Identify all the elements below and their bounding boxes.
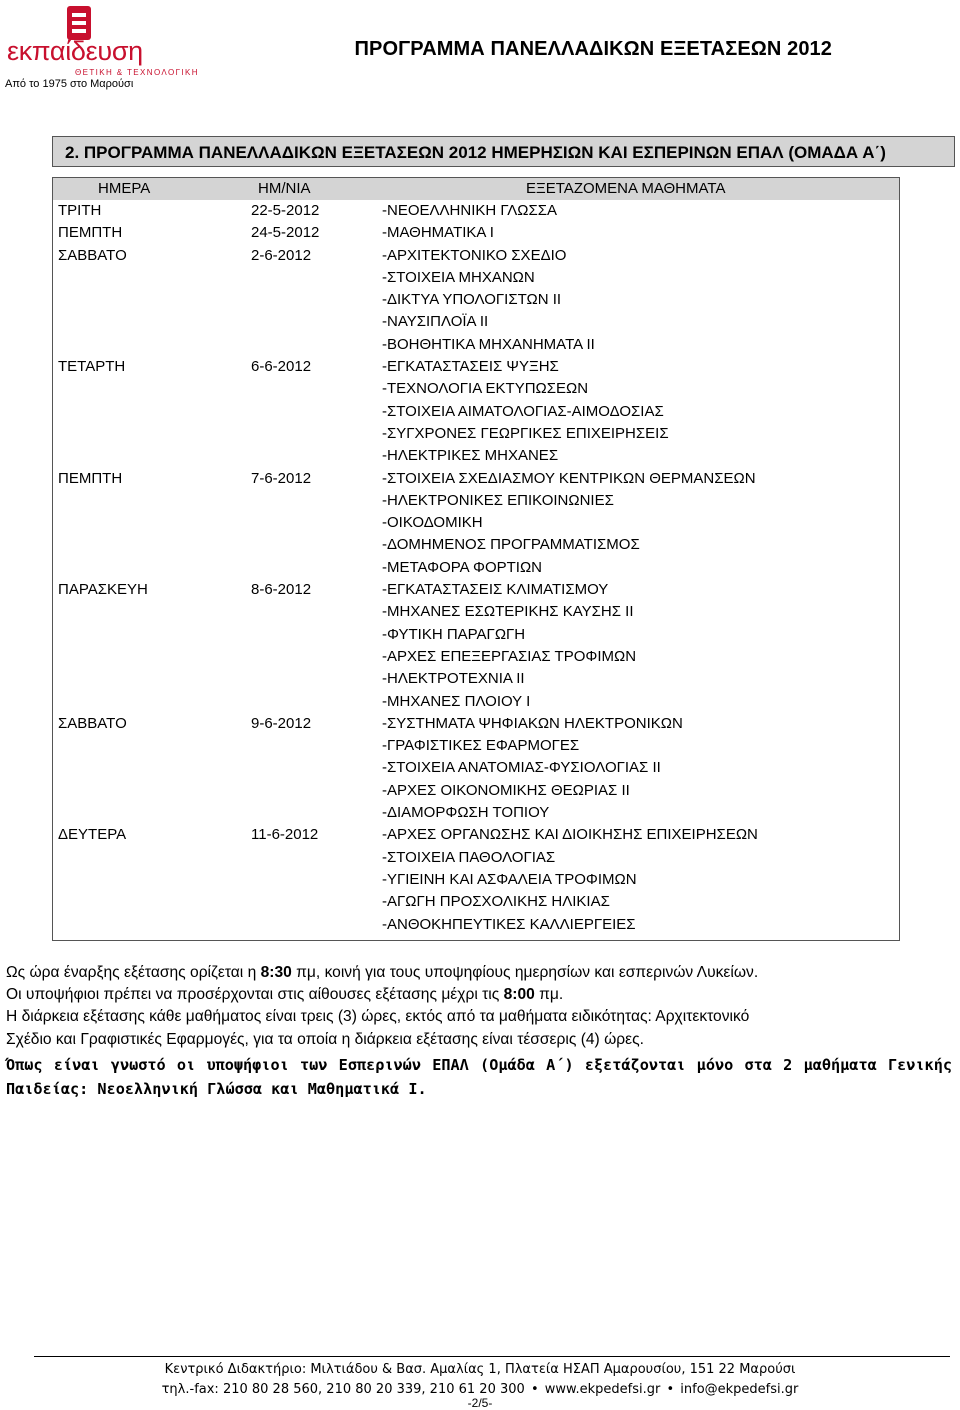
date-cell: 2-6-2012	[251, 246, 312, 264]
subject-cell: -ΣΤΟΙΧΕΙΑ ΜΗΧΑΝΩΝ	[382, 268, 535, 286]
date-cell: 8-6-2012	[251, 581, 312, 599]
table-row	[53, 289, 899, 311]
table-row	[53, 445, 899, 467]
note-start-time	[6, 962, 952, 984]
subject-cell: -ΔΙΚΤΥΑ ΥΠΟΛΟΓΙΣΤΩΝ ΙΙ	[382, 291, 562, 309]
subject-cell: -ΑΓΩΓΗ ΠΡΟΣΧΟΛΙΚΗΣ ΗΛΙΚΙΑΣ	[382, 893, 610, 911]
table-row	[53, 914, 899, 936]
table-row	[53, 534, 899, 556]
day-cell: ΠΑΡΑΣΚΕΥΗ	[58, 581, 148, 599]
subject-cell: -ΤΕΧΝΟΛΟΓΙΑ ΕΚΤΥΠΩΣΕΩΝ	[382, 380, 589, 398]
note-text: πμ.	[534, 986, 564, 1004]
table-row	[53, 512, 899, 534]
subject-cell: -ΑΡΧΙΤΕΚΤΟΝΙΚΟ ΣΧΕΔΙΟ	[382, 246, 567, 264]
subject-cell: -ΕΓΚΑΤΑΣΤΑΣΕΙΣ ΨΥΞΗΣ	[382, 358, 559, 376]
subject-cell: -ΣΤΟΙΧΕΙΑ ΑΙΜΑΤΟΛΟΓΙΑΣ-ΑΙΜΟΔΟΣΙΑΣ	[382, 402, 664, 420]
table-row	[53, 557, 899, 579]
footer-divider	[34, 1356, 950, 1357]
logo-subtitle: ΘΕΤΙΚΗ & ΤΕΧΝΟΛΟΓΙΚΗ	[75, 68, 199, 77]
day-cell: ΠΕΜΠΤΗ	[58, 469, 123, 487]
footer-address: Κεντρικό Διδακτήριο: Μιλτιάδου & Βασ. Αμαλίας 1, Πλατεία ΗΣΑΠ Αμαρουσίου, 151 22 Μαρούσι	[164, 1362, 796, 1377]
footer-website-link[interactable]: www.ekpedefsi.gr	[544, 1382, 661, 1397]
date-cell: 9-6-2012	[251, 714, 312, 732]
note-duration-line2: Σχέδιο και Γραφιστικές Εφαρμογές, για τα οποία η διάρκεια εξέτασης είναι τέσσερις (4) ώρες.	[6, 1030, 644, 1048]
subject-cell: -ΝΕΟΕΛΛΗΝΙΚΗ ΓΛΩΣΣΑ	[382, 202, 558, 219]
table-row	[53, 646, 899, 668]
column-header-subjects: ΕΞΕΤΑΖΟΜΕΝΑ ΜΑΘΗΜΑΤΑ	[526, 180, 726, 197]
table-row	[53, 601, 899, 623]
subject-cell: -ΔΟΜΗΜΕΝΟΣ ΠΡΟΓΡΑΜΜΑΤΙΣΜΟΣ	[382, 536, 640, 554]
note-arrival-time	[6, 984, 952, 1006]
table-row	[53, 780, 899, 802]
subject-cell: -ΗΛΕΚΤΡΟΤΕΧΝΙΑ ΙΙ	[382, 670, 525, 688]
subject-cell: -ΑΝΘΟΚΗΠΕΥΤΙΚΕΣ ΚΑΛΛΙΕΡΓΕΙΕΣ	[382, 915, 636, 933]
subject-cell: -ΒΟΗΘΗΤΙΚΑ ΜΗΧΑΝΗΜΑΤΑ ΙΙ	[382, 335, 595, 353]
table-row	[53, 668, 899, 690]
table-row	[53, 222, 899, 244]
table-row	[53, 356, 899, 378]
arrival-time: 8:00	[503, 986, 535, 1004]
table-header-row	[53, 178, 899, 200]
table-row	[53, 624, 899, 646]
subject-cell: -ΑΡΧΕΣ ΕΠΕΞΕΡΓΑΣΙΑΣ ΤΡΟΦΙΜΩΝ	[382, 647, 637, 665]
table-row	[53, 713, 899, 735]
bullet-icon: •	[666, 1382, 675, 1397]
subject-cell: -ΣΥΣΤΗΜΑΤΑ ΨΗΦΙΑΚΩΝ ΗΛΕΚΤΡΟΝΙΚΩΝ	[382, 714, 683, 732]
page-number: -2/5-	[467, 1396, 493, 1410]
subject-cell: -ΣΤΟΙΧΕΙΑ ΠΑΘΟΛΟΓΙΑΣ	[382, 848, 556, 866]
day-cell: ΣΑΒΒΑΤΟ	[58, 246, 127, 264]
table-row	[53, 802, 899, 824]
subject-cell: -ΑΡΧΕΣ ΟΙΚΟΝΟΜΙΚΗΣ ΘΕΩΡΙΑΣ ΙΙ	[382, 781, 630, 799]
note-text: πμ, κοινή για τους υποψηφίους ημερησίων και εσπερινών Λυκείων.	[291, 964, 759, 981]
subject-cell: -ΜΗΧΑΝΕΣ ΕΣΩΤΕΡΙΚΗΣ ΚΑΥΣΗΣ ΙΙ	[382, 603, 634, 621]
table-row	[53, 245, 899, 267]
subject-cell: -ΔΙΑΜΟΡΦΩΣΗ ΤΟΠΙΟΥ	[382, 804, 550, 822]
day-cell: ΣΑΒΒΑΤΟ	[58, 714, 127, 732]
subject-cell: -ΥΓΙΕΙΝΗ ΚΑΙ ΑΣΦΑΛΕΙΑ ΤΡΟΦΙΜΩΝ	[382, 870, 637, 888]
notes	[6, 962, 952, 1101]
subject-cell: -ΣΤΟΙΧΕΙΑ ΑΝΑΤΟΜΙΑΣ-ΦΥΣΙΟΛΟΓΙΑΣ ΙΙ	[382, 759, 661, 777]
logo	[5, 6, 199, 90]
day-cell: ΔΕΥΤΕΡΑ	[58, 826, 127, 844]
table-row	[53, 757, 899, 779]
day-cell: ΤΡΙΤΗ	[58, 202, 102, 219]
table-row	[53, 267, 899, 289]
table-row	[53, 847, 899, 869]
subject-cell: -ΜΑΘΗΜΑΤΙΚΑ Ι	[382, 224, 494, 242]
exam-schedule-table	[52, 177, 900, 941]
table-row	[53, 468, 899, 490]
table-row	[53, 490, 899, 512]
bullet-icon: •	[530, 1382, 539, 1397]
footer-phone: τηλ.-fax: 210 80 28 560, 210 80 20 339, 210 61 20 300	[161, 1382, 525, 1397]
table-row	[53, 869, 899, 891]
column-header-date: ΗΜ/ΝΙΑ	[258, 180, 311, 197]
table-body	[53, 200, 899, 936]
table-row	[53, 378, 899, 400]
table-row	[53, 579, 899, 601]
subject-cell: -ΣΥΓΧΡΟΝΕΣ ΓΕΩΡΓΙΚΕΣ ΕΠΙΧΕΙΡΗΣΕΙΣ	[382, 424, 669, 442]
subject-cell: -ΓΡΑΦΙΣΤΙΚΕΣ ΕΦΑΡΜΟΓΕΣ	[382, 737, 580, 755]
table-row	[53, 334, 899, 356]
date-cell: 7-6-2012	[251, 469, 312, 487]
note-text: Οι υποψήφιοι πρέπει να προσέρχονται στις αίθουσες εξέτασης μέχρι τις	[6, 986, 504, 1004]
day-cell: ΠΕΜΠΤΗ	[58, 224, 123, 242]
table-row	[53, 401, 899, 423]
section-heading: 2. ΠΡΟΓΡΑΜΜΑ ΠΑΝΕΛΛΑΔΙΚΩΝ ΕΞΕΤΑΣΕΩΝ 2012 ΗΜΕΡΗΣΙΩΝ ΚΑΙ ΕΣΠΕΡΙΝΩΝ ΕΠΑΛ (ΟΜΑΔΑ Α΄)	[52, 136, 955, 167]
footer-email-link[interactable]: info@ekpedefsi.gr	[680, 1382, 799, 1397]
subject-cell: -ΟΙΚΟΔΟΜΙΚΗ	[382, 514, 483, 532]
start-time: 8:30	[260, 964, 292, 981]
subject-cell: -ΕΓΚΑΤΑΣΤΑΣΕΙΣ ΚΛΙΜΑΤΙΣΜΟΥ	[382, 581, 609, 599]
date-cell: 6-6-2012	[251, 358, 312, 376]
table-row	[53, 891, 899, 913]
logo-e-mark-icon	[67, 6, 91, 40]
subject-cell: -ΑΡΧΕΣ ΟΡΓΑΝΩΣΗΣ ΚΑΙ ΔΙΟΙΚΗΣΗΣ ΕΠΙΧΕΙΡΗΣΕΩΝ	[382, 826, 758, 844]
subject-cell: -ΦΥΤΙΚΗ ΠΑΡΑΓΩΓΗ	[382, 625, 526, 643]
subject-cell: -ΜΗΧΑΝΕΣ ΠΛΟΙΟΥ Ι	[382, 692, 531, 710]
subject-cell: -ΗΛΕΚΤΡΙΚΕΣ ΜΗΧΑΝΕΣ	[382, 447, 559, 465]
date-cell: 11-6-2012	[251, 826, 319, 844]
note-duration-line1: Η διάρκεια εξέτασης κάθε μαθήματος είναι τρεις (3) ώρες, εκτός από τα μαθήματα ειδικότητας: Αρχιτεκτονικό	[6, 1008, 750, 1026]
subject-cell: -ΜΕΤΑΦΟΡΑ ΦΟΡΤΙΩΝ	[382, 558, 543, 576]
day-cell: ΤΕΤΑΡΤΗ	[58, 358, 126, 376]
logo-since: Από το 1975 στο Μαρούσι	[5, 78, 134, 90]
table-row	[53, 691, 899, 713]
column-header-day: ΗΜΕΡΑ	[98, 180, 151, 197]
note-text: Ως ώρα έναρξης εξέτασης ορίζεται η	[6, 964, 261, 981]
table-row	[53, 824, 899, 846]
date-cell: 24-5-2012	[251, 224, 320, 242]
logo-name: εκπαίδευση	[7, 36, 143, 66]
note-evening-students: Όπως είναι γνωστό οι υποψήφιοι των Εσπερινών ΕΠΑΛ (Ομάδα Α΄) εξετάζονται μόνο στα 2 μαθήματα Γενικής Παιδείας: Νεοελληνική Γλώσσα και Μαθηματικά Ι.	[6, 1055, 952, 1098]
subject-cell: -ΣΤΟΙΧΕΙΑ ΣΧΕΔΙΑΣΜΟΥ ΚΕΝΤΡΙΚΩΝ ΘΕΡΜΑΝΣΕΩΝ	[382, 469, 756, 487]
table-row	[53, 423, 899, 445]
subject-cell: -ΗΛΕΚΤΡΟΝΙΚΕΣ ΕΠΙΚΟΙΝΩΝΙΕΣ	[382, 491, 614, 509]
date-cell: 22-5-2012	[251, 202, 320, 219]
table-row	[53, 200, 899, 222]
document-title: ΠΡΟΓΡΑΜΜΑ ΠΑΝΕΛΛΑΔΙΚΩΝ ΕΞΕΤΑΣΕΩΝ 2012	[354, 38, 832, 60]
footer	[0, 1360, 960, 1400]
subject-cell: -ΝΑΥΣΙΠΛΟΪΑ ΙΙ	[382, 313, 489, 331]
table-row	[53, 311, 899, 333]
table-row	[53, 735, 899, 757]
